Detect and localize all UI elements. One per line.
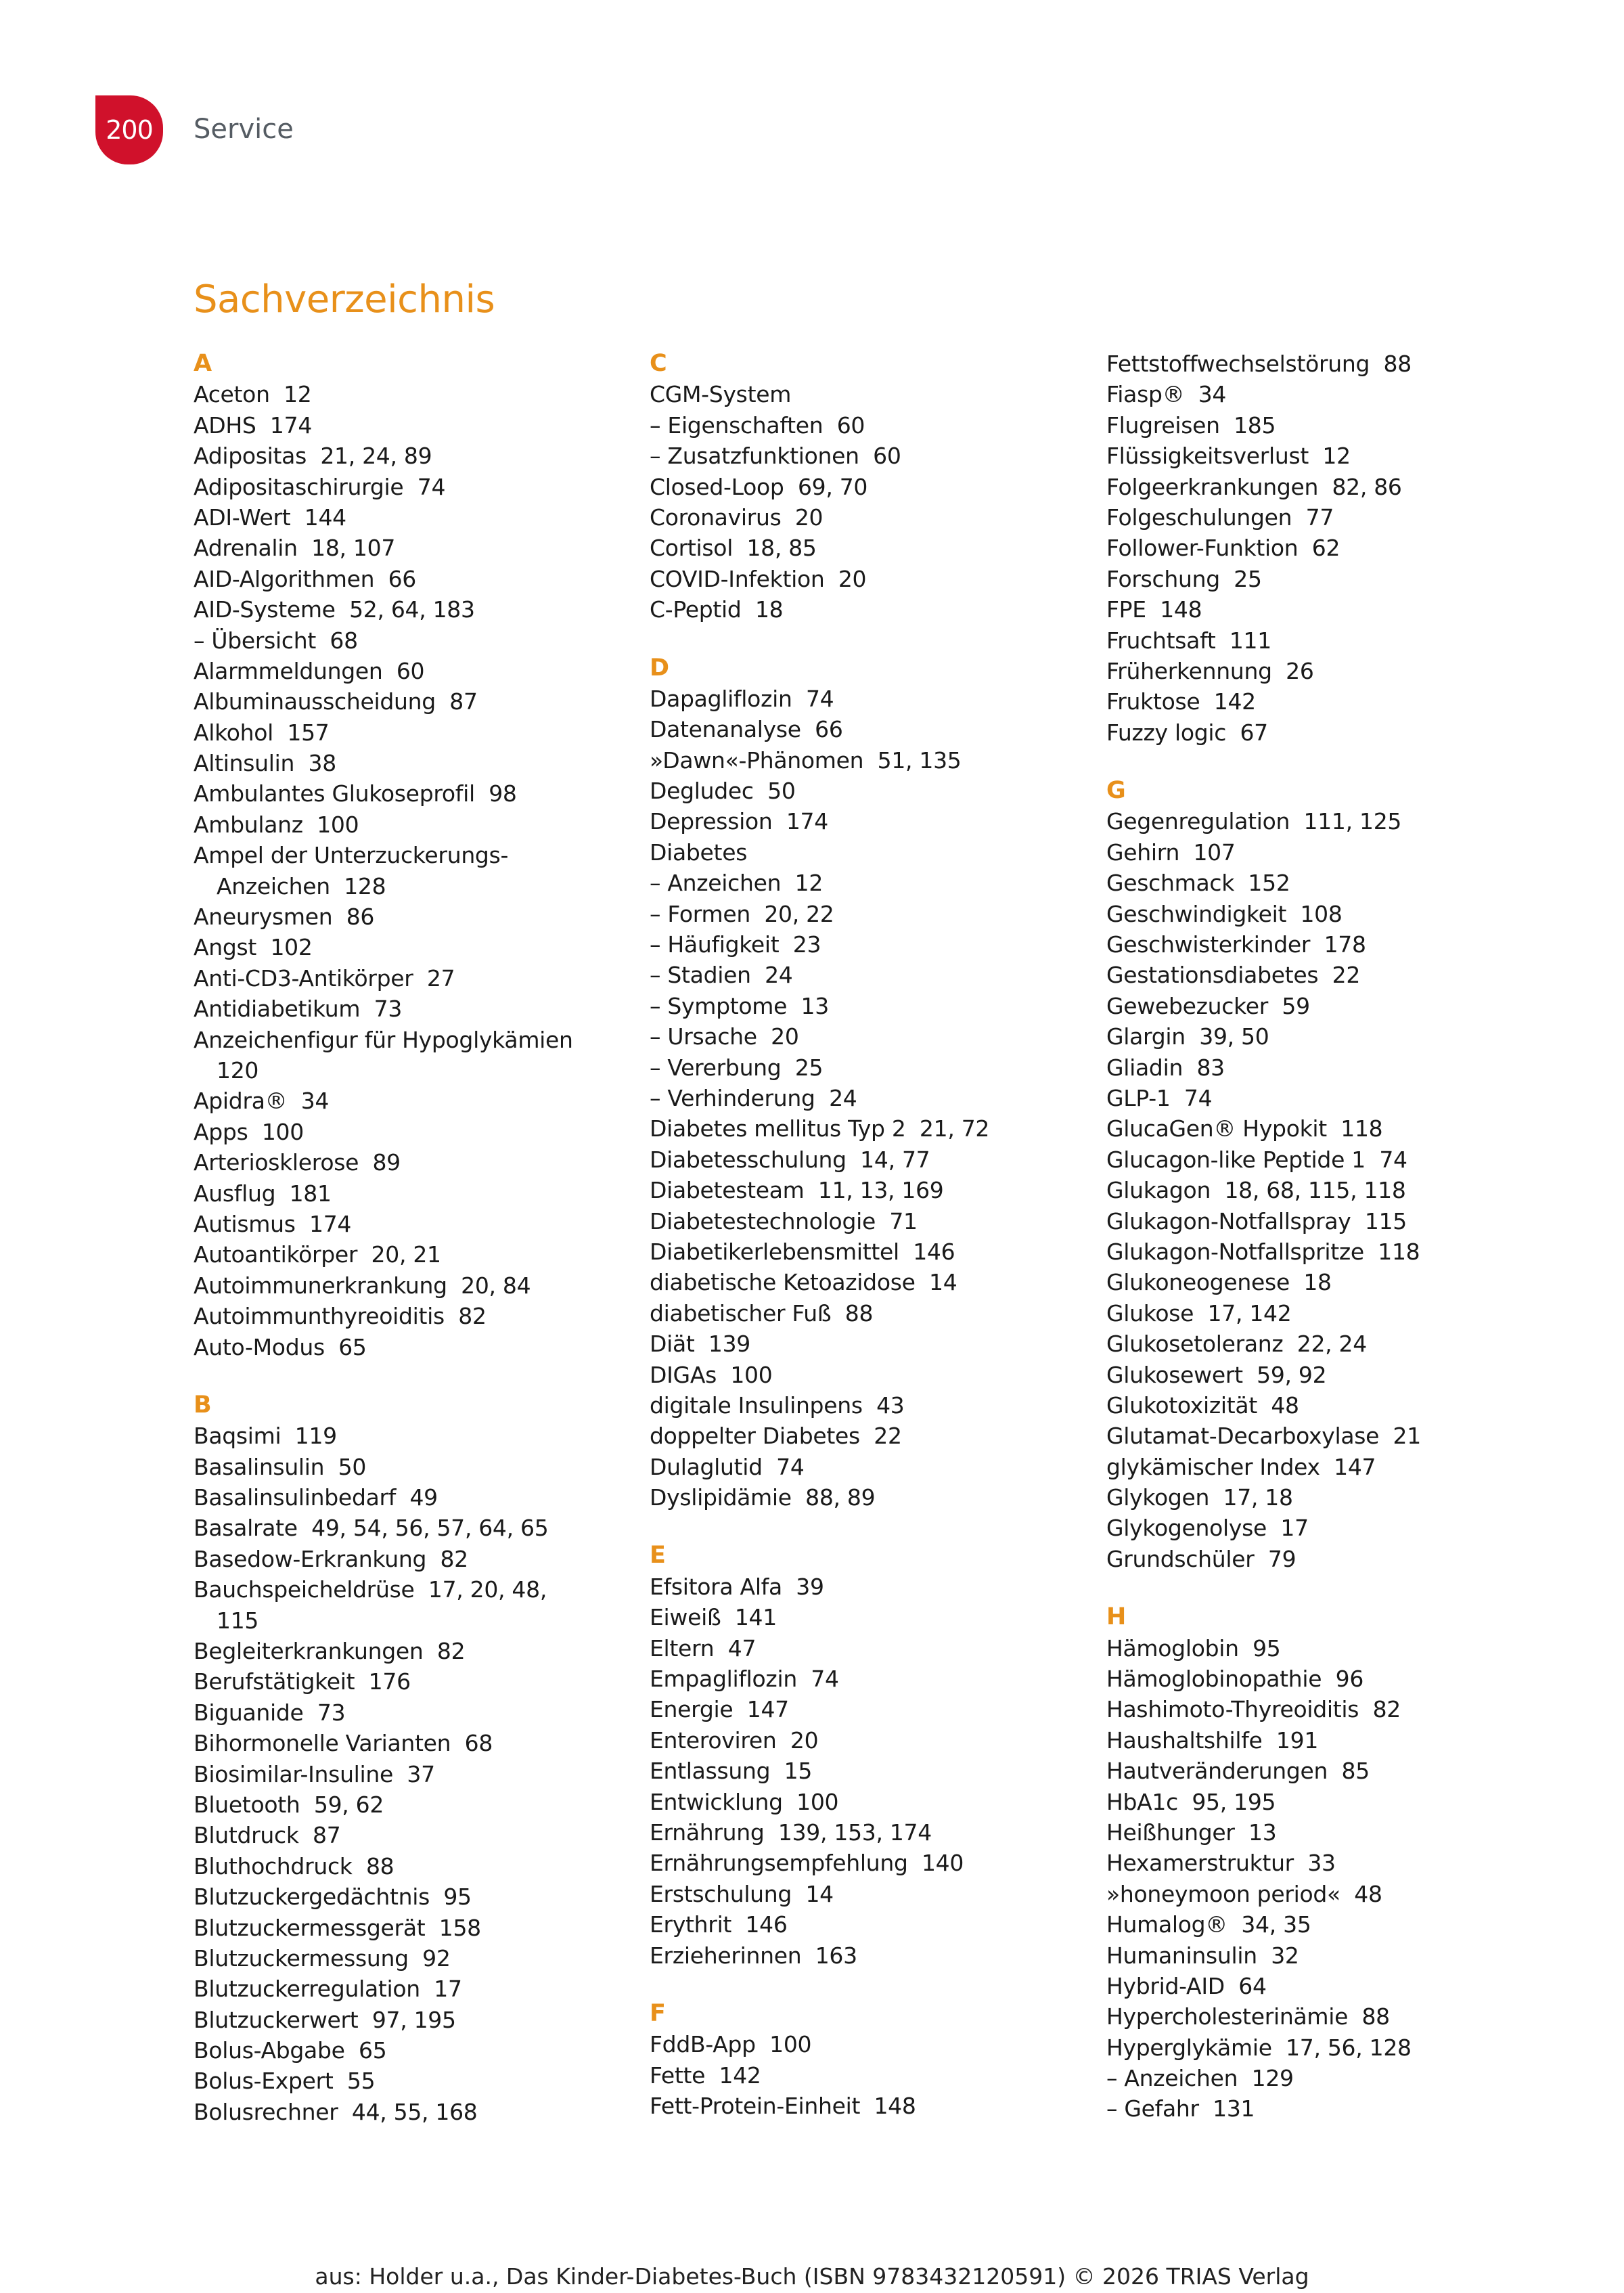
letter-heading: E [650, 1542, 666, 1570]
index-entry: Diabetesteam 11, 13, 169 [650, 1177, 944, 1204]
index-entry: Apps 100 [194, 1118, 304, 1145]
index-entry: Adipositaschirurgie 74 [194, 473, 446, 500]
index-entry: – Übersicht 68 [194, 627, 358, 654]
index-entry: Erythrit 146 [650, 1911, 788, 1938]
index-entry: Glykogenolyse 17 [1106, 1515, 1309, 1542]
index-entry: Baqsimi 119 [194, 1423, 337, 1450]
index-entry-continuation: 115 [217, 1607, 259, 1634]
letter-heading: F [650, 1999, 666, 2027]
index-entry: – Stadien 24 [650, 962, 793, 989]
index-entry: Fuzzy logic 67 [1106, 719, 1268, 746]
index-entry: Humalog® 34, 35 [1106, 1911, 1311, 1938]
index-entry: Diabetes mellitus Typ 2 21, 72 [650, 1115, 990, 1142]
index-entry: Erzieherinnen 163 [650, 1942, 857, 1969]
index-entry: Hashimoto-Thyreoiditis 82 [1106, 1696, 1401, 1723]
index-entry: FddB-App 100 [650, 2031, 812, 2058]
index-entry: – Zusatzfunktionen 60 [650, 443, 901, 470]
index-entry: Entwicklung 100 [650, 1788, 839, 1815]
index-entry: DIGAs 100 [650, 1361, 773, 1388]
copyright-footer: aus: Holder u.a., Das Kinder-Diabetes-Buch (ISBN 9783432120591) © 2026 TRIAS Verlag [315, 2263, 1309, 2290]
index-entry: Folgeerkrankungen 82, 86 [1106, 473, 1402, 500]
index-entry: Berufstätigkeit 176 [194, 1668, 411, 1695]
index-entry: Dyslipidämie 88, 89 [650, 1484, 876, 1511]
index-entry: Autoimmunthyreoiditis 82 [194, 1303, 487, 1330]
index-entry: Biguanide 73 [194, 1699, 346, 1726]
index-entry: Glukoneogenese 18 [1106, 1269, 1332, 1296]
index-entry: Blutdruck 87 [194, 1822, 341, 1849]
index-entry: Glukagon-Notfallspray 115 [1106, 1207, 1407, 1234]
letter-heading: G [1106, 777, 1126, 805]
index-entry-continuation: Anzeichen 128 [217, 872, 386, 899]
letter-heading: H [1106, 1603, 1126, 1631]
letter-heading: D [650, 654, 669, 682]
index-entry: GlucaGen® Hypokit 118 [1106, 1115, 1383, 1142]
index-entry: Geschwindigkeit 108 [1106, 900, 1343, 927]
section-label: Service [194, 114, 294, 145]
index-entry: digitale Insulinpens 43 [650, 1392, 905, 1419]
index-entry: AID-Systeme 52, 64, 183 [194, 596, 475, 623]
index-entry: – Eigenschaften 60 [650, 411, 865, 439]
index-entry: Flugreisen 185 [1106, 411, 1276, 439]
index-entry: – Anzeichen 12 [650, 870, 824, 897]
index-entry: Hexamerstruktur 33 [1106, 1850, 1336, 1877]
index-entry: Enteroviren 20 [650, 1727, 819, 1754]
index-entry: Haushaltshilfe 191 [1106, 1727, 1319, 1754]
index-entry: Glukotoxizität 48 [1106, 1392, 1299, 1419]
letter-heading: C [650, 350, 667, 377]
index-entry: Gliadin 83 [1106, 1054, 1225, 1081]
index-entry: Geschwisterkinder 178 [1106, 931, 1366, 958]
index-entry: Fiasp® 34 [1106, 381, 1227, 408]
index-entry: Altinsulin 38 [194, 750, 336, 777]
index-entry: Adrenalin 18, 107 [194, 535, 396, 562]
index-entry: Autoantikörper 20, 21 [194, 1241, 441, 1268]
index-entry-continuation: 120 [217, 1056, 259, 1084]
index-entry: Datenanalyse 66 [650, 716, 843, 743]
index-entry: Biosimilar-Insuline 37 [194, 1760, 435, 1787]
index-entry: »honeymoon period« 48 [1106, 1880, 1382, 1907]
index-entry: doppelter Diabetes 22 [650, 1423, 902, 1450]
index-entry: Anzeichenfigur für Hypoglykämien [194, 1026, 573, 1053]
index-entry: Alkohol 157 [194, 719, 330, 746]
index-entry: – Anzeichen 129 [1106, 2065, 1294, 2092]
index-entry: Antidiabetikum 73 [194, 996, 403, 1023]
index-entry: Autismus 174 [194, 1210, 352, 1237]
index-entry: – Vererbung 25 [650, 1054, 824, 1081]
index-entry: Blutzuckermessgerät 158 [194, 1914, 481, 1941]
index-entry: Diät 139 [650, 1331, 751, 1358]
index-entry: Grundschüler 79 [1106, 1545, 1296, 1572]
index-entry: Dulaglutid 74 [650, 1453, 805, 1480]
index-entry: Blutzuckerregulation 17 [194, 1976, 462, 2003]
index-entry: Ambulantes Glukoseprofil 98 [194, 780, 517, 807]
index-entry: Folgeschulungen 77 [1106, 504, 1334, 531]
index-entry: Hyperglykämie 17, 56, 128 [1106, 2034, 1412, 2061]
index-entry: Ernährung 139, 153, 174 [650, 1819, 932, 1846]
index-entry: Basalinsulin 50 [194, 1453, 367, 1480]
index-entry: Hautveränderungen 85 [1106, 1758, 1370, 1785]
index-entry: Bolusrechner 44, 55, 168 [194, 2098, 478, 2125]
index-entry: Aceton 12 [194, 381, 312, 408]
index-entry: Hypercholesterinämie 88 [1106, 2003, 1390, 2030]
index-entry: Bauchspeicheldrüse 17, 20, 48, [194, 1576, 547, 1603]
index-entry: »Dawn«-Phänomen 51, 135 [650, 747, 962, 774]
index-entry: Empagliflozin 74 [650, 1666, 839, 1693]
index-entry: Auto-Modus 65 [194, 1333, 367, 1360]
index-entry: – Symptome 13 [650, 992, 829, 1019]
index-entry: Fette 142 [650, 2062, 761, 2089]
index-entry: Blutzuckerwert 97, 195 [194, 2006, 456, 2033]
index-entry: – Formen 20, 22 [650, 900, 834, 927]
index-entry: Cortisol 18, 85 [650, 535, 817, 562]
index-entry: Basalrate 49, 54, 56, 57, 64, 65 [194, 1515, 549, 1542]
index-entry: Flüssigkeitsverlust 12 [1106, 443, 1351, 470]
index-entry: Albuminausscheidung 87 [194, 688, 478, 715]
index-entry: – Gefahr 131 [1106, 2095, 1255, 2122]
index-entry: Gestationsdiabetes 22 [1106, 962, 1361, 989]
index-entry: Apidra® 34 [194, 1088, 330, 1115]
index-entry: Blutzuckermessung 92 [194, 1944, 451, 1972]
index-entry: Diabetikerlebensmittel 146 [650, 1238, 955, 1265]
index-entry: Dapagliflozin 74 [650, 685, 834, 712]
index-entry: Adipositas 21, 24, 89 [194, 443, 432, 470]
index-entry: Humaninsulin 32 [1106, 1942, 1299, 1969]
index-entry: Bluthochdruck 88 [194, 1852, 394, 1879]
index-entry: Gegenregulation 111, 125 [1106, 808, 1402, 835]
index-entry: Diabetestechnologie 71 [650, 1207, 918, 1234]
index-entry: ADHS 174 [194, 411, 313, 439]
page-number: 200 [106, 115, 153, 145]
index-entry: Ausflug 181 [194, 1180, 332, 1207]
index-entry: AID-Algorithmen 66 [194, 565, 417, 592]
index-entry: Begleiterkrankungen 82 [194, 1638, 466, 1665]
index-entry: Aneurysmen 86 [194, 904, 375, 931]
index-entry: – Verhinderung 24 [650, 1084, 857, 1111]
index-entry: Glykogen 17, 18 [1106, 1484, 1293, 1511]
index-entry: Fettstoffwechselstörung 88 [1106, 351, 1412, 377]
index-entry: Basedow-Erkrankung 82 [194, 1545, 468, 1572]
index-entry: Degludec 50 [650, 778, 796, 805]
index-entry: Bihormonelle Varianten 68 [194, 1730, 493, 1757]
index-entry: Ampel der Unterzuckerungs- [194, 842, 509, 869]
index-entry: Depression 174 [650, 808, 828, 835]
index-entry: – Häufigkeit 23 [650, 931, 821, 958]
index-entry: Früherkennung 26 [1106, 657, 1314, 684]
index-entry: Ambulanz 100 [194, 811, 359, 838]
letter-heading: B [194, 1391, 212, 1419]
index-entry: Bolus-Expert 55 [194, 2068, 376, 2095]
index-entry: Closed-Loop 69, 70 [650, 473, 868, 500]
index-entry: Glukagon 18, 68, 115, 118 [1106, 1177, 1406, 1204]
index-entry: GLP-1 74 [1106, 1084, 1213, 1111]
index-entry: Eiweiß 141 [650, 1604, 777, 1631]
index-entry: Diabetesschulung 14, 77 [650, 1146, 930, 1173]
page-title: Sachverzeichnis [194, 277, 495, 321]
index-entry: Energie 147 [650, 1696, 789, 1723]
index-entry: Erstschulung 14 [650, 1880, 834, 1907]
index-entry: Ernährungsempfehlung 140 [650, 1850, 964, 1877]
index-entry: Glutamat-Decarboxylase 21 [1106, 1423, 1421, 1450]
index-entry: Blutzuckergedächtnis 95 [194, 1884, 472, 1911]
index-entry: Glukosetoleranz 22, 24 [1106, 1331, 1367, 1358]
index-entry: FPE 148 [1106, 596, 1202, 623]
index-entry: diabetische Ketoazidose 14 [650, 1269, 957, 1296]
index-entry: Gewebezucker 59 [1106, 992, 1310, 1019]
index-entry: Follower-Funktion 62 [1106, 535, 1340, 562]
page-number-badge [95, 95, 163, 164]
index-entry: Angst 102 [194, 934, 313, 961]
index-entry: Basalinsulinbedarf 49 [194, 1484, 438, 1511]
index-entry: CGM-System [650, 381, 792, 408]
index-entry: Fruchtsaft 111 [1106, 627, 1271, 654]
index-entry: Alarmmeldungen 60 [194, 657, 425, 684]
index-entry: Bluetooth 59, 62 [194, 1791, 384, 1818]
index-entry: Eltern 47 [650, 1634, 757, 1662]
index-entry: Glargin 39, 50 [1106, 1023, 1269, 1050]
index-entry: Efsitora Alfa 39 [650, 1573, 824, 1600]
letter-heading: A [194, 350, 212, 377]
index-entry: C-Peptid 18 [650, 596, 784, 623]
index-entry: Geschmack 152 [1106, 870, 1290, 897]
index-entry: Hybrid-AID 64 [1106, 1972, 1267, 1999]
index-entry: Gehirn 107 [1106, 839, 1236, 866]
index-column-1 [194, 349, 613, 2127]
index-entry: Fruktose 142 [1106, 688, 1256, 715]
index-entry: ADI-Wert 144 [194, 504, 346, 531]
index-entry: diabetischer Fuß 88 [650, 1299, 874, 1327]
index-column-2 [650, 349, 1069, 2121]
index-entry: Hämoglobinopathie 96 [1106, 1666, 1364, 1693]
index-entry: Glukose 17, 142 [1106, 1299, 1292, 1327]
index-entry: COVID-Infektion 20 [650, 565, 867, 592]
index-entry: Glukagon-Notfallspritze 118 [1106, 1238, 1420, 1265]
index-entry: Fett-Protein-Einheit 148 [650, 2093, 916, 2120]
index-entry: Glukosewert 59, 92 [1106, 1361, 1327, 1388]
index-entry: Diabetes [650, 839, 748, 866]
index-entry: Coronavirus 20 [650, 504, 824, 531]
index-entry: Glucagon-like Peptide 1 74 [1106, 1146, 1407, 1173]
index-entry: Anti-CD3-Antikörper 27 [194, 964, 455, 992]
index-entry: glykämischer Index 147 [1106, 1453, 1376, 1480]
index-entry: Forschung 25 [1106, 565, 1262, 592]
index-column-3 [1106, 349, 1526, 2124]
index-entry: Heißhunger 13 [1106, 1819, 1277, 1846]
index-entry: HbA1c 95, 195 [1106, 1788, 1276, 1815]
index-entry: Autoimmunerkrankung 20, 84 [194, 1272, 531, 1299]
index-entry: Hämoglobin 95 [1106, 1634, 1281, 1662]
index-entry: Arteriosklerose 89 [194, 1149, 401, 1176]
index-entry: Bolus-Abgabe 65 [194, 2037, 387, 2064]
index-entry: – Ursache 20 [650, 1023, 799, 1050]
index-entry: Entlassung 15 [650, 1758, 813, 1785]
